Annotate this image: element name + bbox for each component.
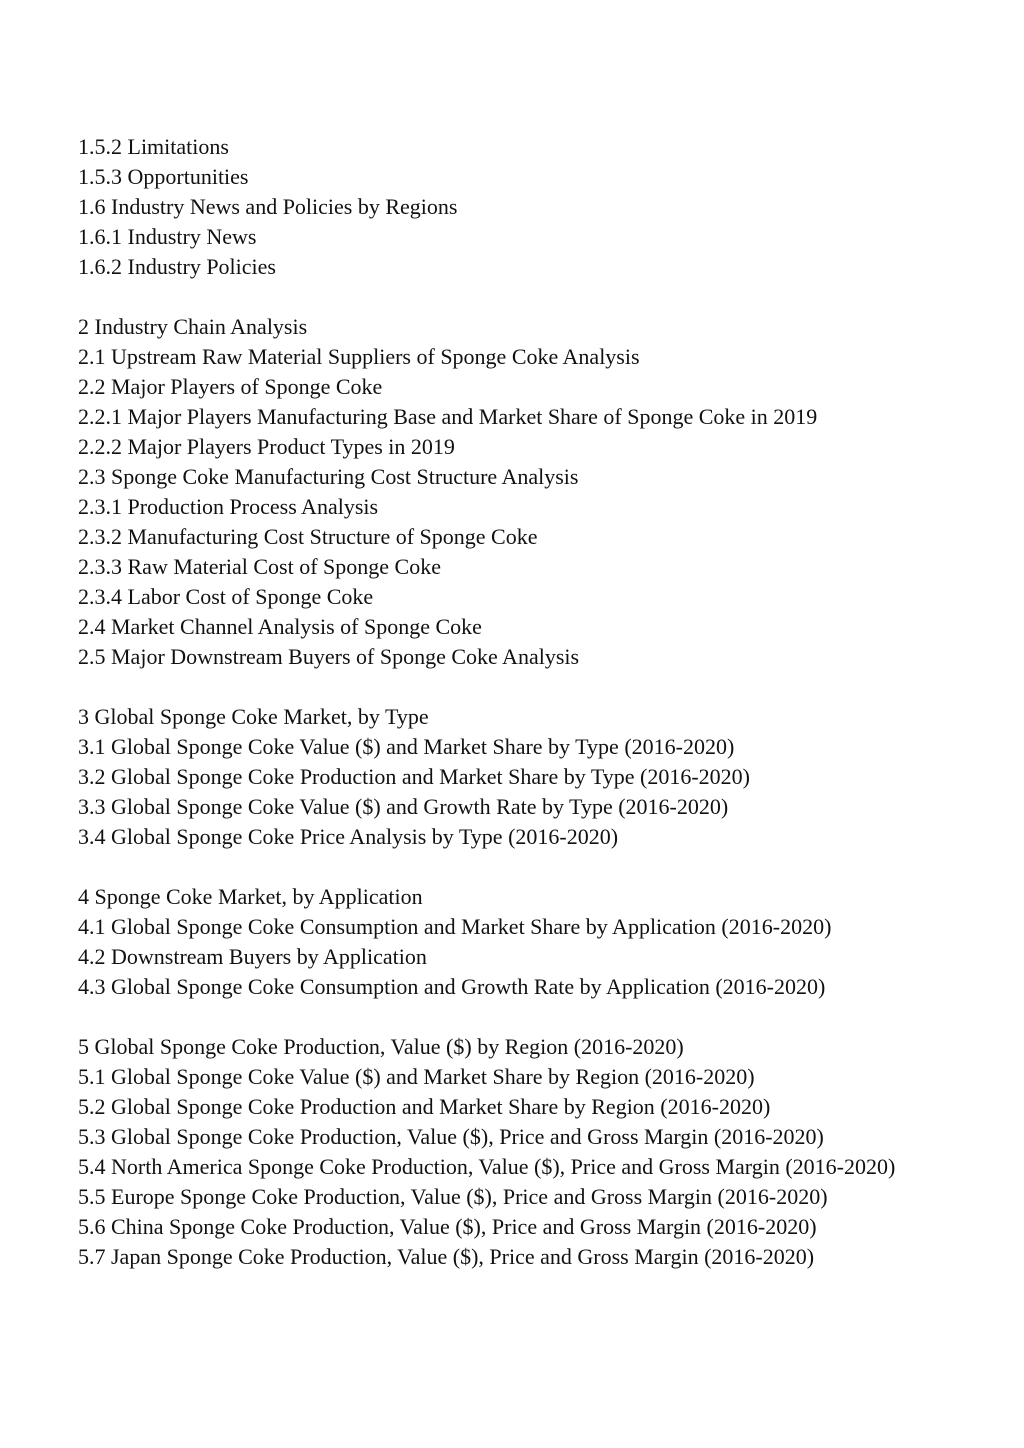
toc-entry: 5.3 Global Sponge Coke Production, Value ($), Price and Gross Margin (2016-2020) xyxy=(78,1124,824,1149)
toc-section xyxy=(78,882,958,1002)
toc-entry: 5.6 China Sponge Coke Production, Value ($), Price and Gross Margin (2016-2020) xyxy=(78,1214,817,1239)
section-spacer xyxy=(78,852,958,882)
toc-entry: 2.3 Sponge Coke Manufacturing Cost Structure Analysis xyxy=(78,464,579,489)
toc-chapter-heading: 4 Sponge Coke Market, by Application xyxy=(78,884,423,909)
toc-entry: 2.1 Upstream Raw Material Suppliers of Sponge Coke Analysis xyxy=(78,344,640,369)
toc-entry: 5.2 Global Sponge Coke Production and Market Share by Region (2016-2020) xyxy=(78,1094,771,1119)
toc-entry: 1.6.1 Industry News xyxy=(78,224,257,249)
document-page xyxy=(78,132,958,1272)
toc-entry: 1.6.2 Industry Policies xyxy=(78,254,276,279)
toc-section xyxy=(78,702,958,852)
toc-section xyxy=(78,1032,958,1272)
toc-entry: 2.5 Major Downstream Buyers of Sponge Coke Analysis xyxy=(78,644,580,669)
toc-entry: 2.4 Market Channel Analysis of Sponge Coke xyxy=(78,614,482,639)
toc-entry: 1.6 Industry News and Policies by Regions xyxy=(78,194,458,219)
toc-entry: 1.5.3 Opportunities xyxy=(78,164,249,189)
toc-entry: 2.3.3 Raw Material Cost of Sponge Coke xyxy=(78,554,441,579)
toc-entry: 3.4 Global Sponge Coke Price Analysis by Type (2016-2020) xyxy=(78,824,619,849)
toc-entry: 2.3.2 Manufacturing Cost Structure of Sponge Coke xyxy=(78,524,538,549)
toc-entry: 5.5 Europe Sponge Coke Production, Value ($), Price and Gross Margin (2016-2020) xyxy=(78,1184,828,1209)
toc-entry: 5.1 Global Sponge Coke Value ($) and Market Share by Region (2016-2020) xyxy=(78,1064,755,1089)
toc-section xyxy=(78,132,958,282)
toc-entry: 2.3.1 Production Process Analysis xyxy=(78,494,379,519)
toc-section xyxy=(78,312,958,672)
toc-entry: 2.2 Major Players of Sponge Coke xyxy=(78,374,383,399)
toc-chapter-heading: 3 Global Sponge Coke Market, by Type xyxy=(78,704,429,729)
toc-chapter-heading: 2 Industry Chain Analysis xyxy=(78,314,308,339)
toc-entry: 2.3.4 Labor Cost of Sponge Coke xyxy=(78,584,374,609)
toc-entry: 1.5.2 Limitations xyxy=(78,134,229,159)
toc-chapter-heading: 5 Global Sponge Coke Production, Value ($) by Region (2016-2020) xyxy=(78,1034,684,1059)
toc-entry: 3.2 Global Sponge Coke Production and Market Share by Type (2016-2020) xyxy=(78,764,750,789)
section-spacer xyxy=(78,672,958,702)
toc-entry: 4.3 Global Sponge Coke Consumption and Growth Rate by Application (2016-2020) xyxy=(78,974,826,999)
toc-entry: 5.7 Japan Sponge Coke Production, Value ($), Price and Gross Margin (2016-2020) xyxy=(78,1244,815,1269)
toc-entry: 3.3 Global Sponge Coke Value ($) and Growth Rate by Type (2016-2020) xyxy=(78,794,729,819)
toc-entry: 4.2 Downstream Buyers by Application xyxy=(78,944,427,969)
section-spacer xyxy=(78,282,958,312)
toc-entry: 3.1 Global Sponge Coke Value ($) and Market Share by Type (2016-2020) xyxy=(78,734,735,759)
toc-entry: 2.2.1 Major Players Manufacturing Base and Market Share of Sponge Coke in 2019 xyxy=(78,404,818,429)
toc-entry: 4.1 Global Sponge Coke Consumption and Market Share by Application (2016-2020) xyxy=(78,914,832,939)
toc-entry: 2.2.2 Major Players Product Types in 2019 xyxy=(78,434,455,459)
toc-entry: 5.4 North America Sponge Coke Production, Value ($), Price and Gross Margin (2016-2020) xyxy=(78,1154,896,1179)
section-spacer xyxy=(78,1002,958,1032)
